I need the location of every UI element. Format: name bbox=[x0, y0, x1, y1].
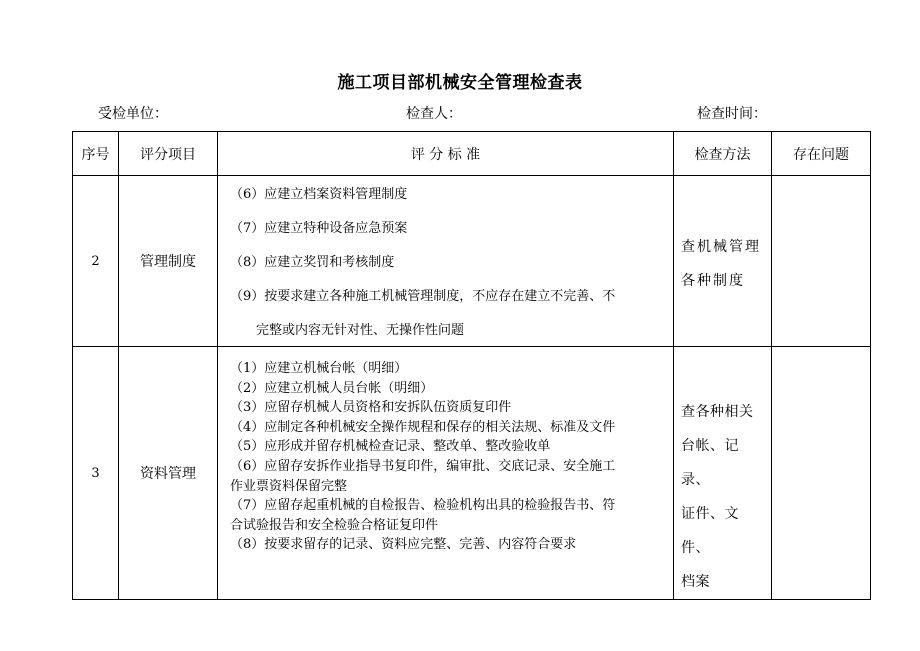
row-method bbox=[674, 176, 772, 347]
standard-line: 完整或内容无针对性、无操作性问题 bbox=[256, 323, 465, 338]
page-title: 施工项目部机械安全管理检查表 bbox=[337, 73, 583, 93]
method-line: 各种制度 bbox=[681, 273, 745, 289]
method-line: 证件、文件、 bbox=[681, 506, 739, 556]
standard-line: （3）应留存机械人员资格和安拆队伍资质复印件 bbox=[230, 400, 512, 416]
standard-line: （7）应留存起重机械的自检报告、检验机构出具的检验报告书、符 bbox=[230, 498, 616, 514]
table-row bbox=[73, 176, 871, 347]
standard-line: 合试验报告和安全检验合格证复印件 bbox=[230, 517, 439, 533]
header-no: 序号 bbox=[73, 132, 119, 176]
standard-line: （2）应建立机械人员台帐（明细） bbox=[230, 380, 434, 396]
inspection-table bbox=[72, 131, 871, 600]
header-standard: 评 分 标 准 bbox=[218, 132, 674, 176]
row-method bbox=[674, 347, 772, 600]
method-line: 查各种相关 bbox=[681, 404, 754, 420]
standard-line: （8）应建立奖罚和考核制度 bbox=[230, 255, 395, 270]
method-line: 档案 bbox=[681, 574, 710, 590]
inspector-label: 检查人： bbox=[406, 106, 462, 122]
standard-line: （8）按要求留存的记录、资料应完整、完善、内容符合要求 bbox=[230, 537, 577, 553]
standard-line: （7）应建立特种设备应急预案 bbox=[230, 221, 408, 236]
standard-line: （9）按要求建立各种施工机械管理制度，不应存在建立不完善、不 bbox=[230, 289, 616, 304]
row-no: 3 bbox=[73, 347, 119, 600]
standard-line: （6）应留存安拆作业指导书复印件，编审批、交底记录、安全施工 bbox=[230, 458, 616, 474]
inspected-unit-label: 受检单位： bbox=[98, 106, 168, 122]
standard-line: （5）应形成并留存机械检查记录、整改单、整改验收单 bbox=[230, 439, 551, 455]
inspection-time-label: 检查时间： bbox=[697, 106, 767, 122]
header-item: 评分项目 bbox=[119, 132, 218, 176]
standard-line: （1）应建立机械台帐（明细） bbox=[230, 361, 408, 376]
header-issues: 存在问题 bbox=[772, 132, 871, 176]
method-line: 台帐、记录、 bbox=[681, 438, 739, 488]
row-standards bbox=[218, 347, 674, 600]
standard-line: 作业票资料保留完整 bbox=[230, 478, 348, 494]
standard-line: （6）应建立档案资料管理制度 bbox=[230, 187, 408, 202]
table-header-row bbox=[73, 132, 871, 176]
row-item: 资料管理 bbox=[119, 347, 218, 600]
row-item: 管理制度 bbox=[119, 176, 218, 347]
row-no: 2 bbox=[73, 176, 119, 347]
header-method: 检查方法 bbox=[674, 132, 772, 176]
row-issues-cell[interactable] bbox=[772, 347, 871, 600]
row-standards bbox=[218, 176, 674, 347]
table-row bbox=[73, 347, 871, 600]
method-line: 查机械管理 bbox=[681, 239, 761, 255]
row-issues-cell[interactable] bbox=[772, 176, 871, 347]
standard-line: （4）应制定各种机械安全操作规程和保存的相关法规、标准及文件 bbox=[230, 419, 616, 435]
